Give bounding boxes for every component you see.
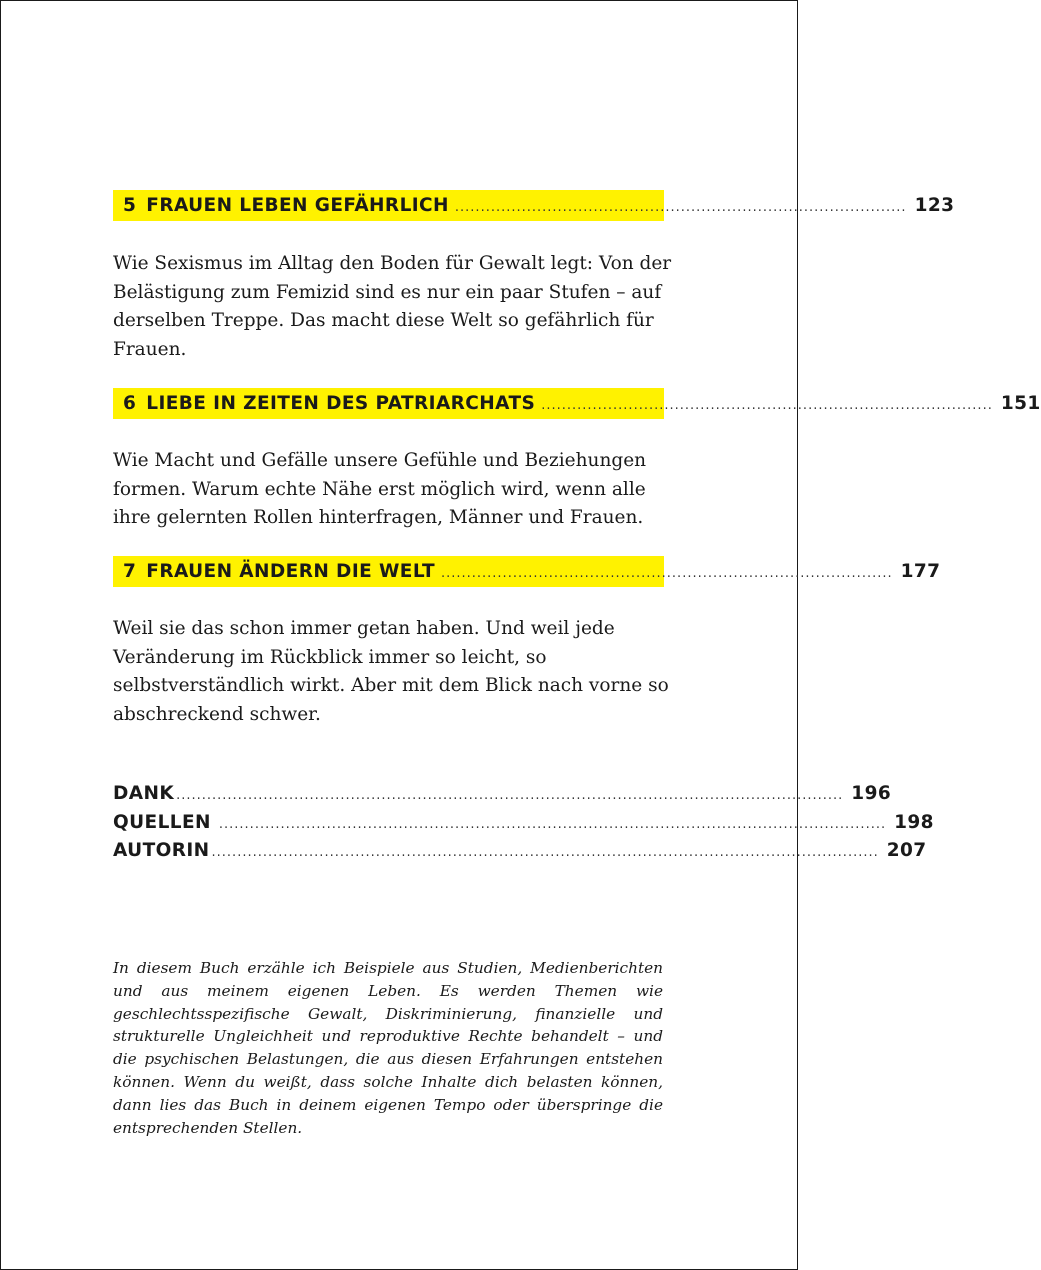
chapter-page-number: 177 <box>900 561 941 582</box>
content-warning: In diesem Buch erzähle ich Beispiele aus Studien, Medienberichten und aus meinem eigenen Leben. Es werden Themen wie geschlechtsspezifische Gewalt, Diskriminierung, finanzielle und strukturelle Ungleichheit und reproduktive Rechte behandelt – und die psychischen Belastungen, die aus diesen Erfahrungen entstehen können. Wenn du weißt, dass solche Inhalte dich belasten können, dann lies das Buch in deinem eigenen Tempo oder überspringe die entsprechenden Stellen. <box>113 959 663 1137</box>
chapter-title: LIEBE IN ZEITEN DES PATRIARCHATS <box>146 393 536 414</box>
appendix-page-number: 196 <box>851 783 892 804</box>
appendix-title: AUTORIN <box>113 840 210 861</box>
chapter-6-heading[interactable] <box>113 388 1041 419</box>
dot-leader: ........................................................................................ <box>440 566 893 581</box>
appendix-page-number: 207 <box>886 840 927 861</box>
appendix-list <box>113 783 934 869</box>
appendix-entry-autorin[interactable] <box>113 840 927 869</box>
dot-leader: .................................................................................................................................. <box>176 788 844 803</box>
chapter-6-description: Wie Macht und Gefälle unsere Gefühle und Beziehungen formen. Warum echte Nähe erst möglich wird, wenn alle ihre gelernten Rollen hinterfragen, Männer und Frauen. <box>113 450 647 528</box>
chapter-5-description: Wie Sexismus im Alltag den Boden für Gewalt legt: Von der Belästigung zum Femizid sind es nur ein paar Stufen – auf derselben Treppe. Das macht diese Welt so gefährlich für Frauen. <box>113 253 672 360</box>
chapter-number: 5 <box>123 195 137 216</box>
chapter-7-description: Weil sie das schon immer getan haben. Und weil jede Veränderung im Rückblick immer so leicht, so selbstverständlich wirkt. Aber mit dem Blick nach vorne so abschreckend schwer. <box>113 618 669 725</box>
appendix-entry-quellen[interactable] <box>113 811 934 841</box>
chapter-5-heading[interactable] <box>113 190 955 221</box>
appendix-page-number: 198 <box>894 811 934 833</box>
chapter-title: FRAUEN ÄNDERN DIE WELT <box>146 561 435 582</box>
dot-leader: .................................................................................................................................. <box>211 845 879 860</box>
chapter-7-heading[interactable] <box>113 556 941 587</box>
chapter-title: FRAUEN LEBEN GEFÄHRLICH <box>146 195 449 216</box>
chapter-page-number: 151 <box>1000 393 1041 414</box>
appendix-entry-dank[interactable] <box>113 783 892 812</box>
dot-leader: .................................................................................................................................. <box>218 816 887 832</box>
appendix-title: QUELLEN <box>113 811 211 833</box>
dot-leader: ........................................................................................ <box>541 398 993 413</box>
chapter-number: 7 <box>123 561 137 582</box>
appendix-title: DANK <box>113 783 175 804</box>
dot-leader: ........................................................................................ <box>454 200 907 215</box>
chapter-number: 6 <box>123 393 137 414</box>
chapter-page-number: 123 <box>914 195 955 216</box>
